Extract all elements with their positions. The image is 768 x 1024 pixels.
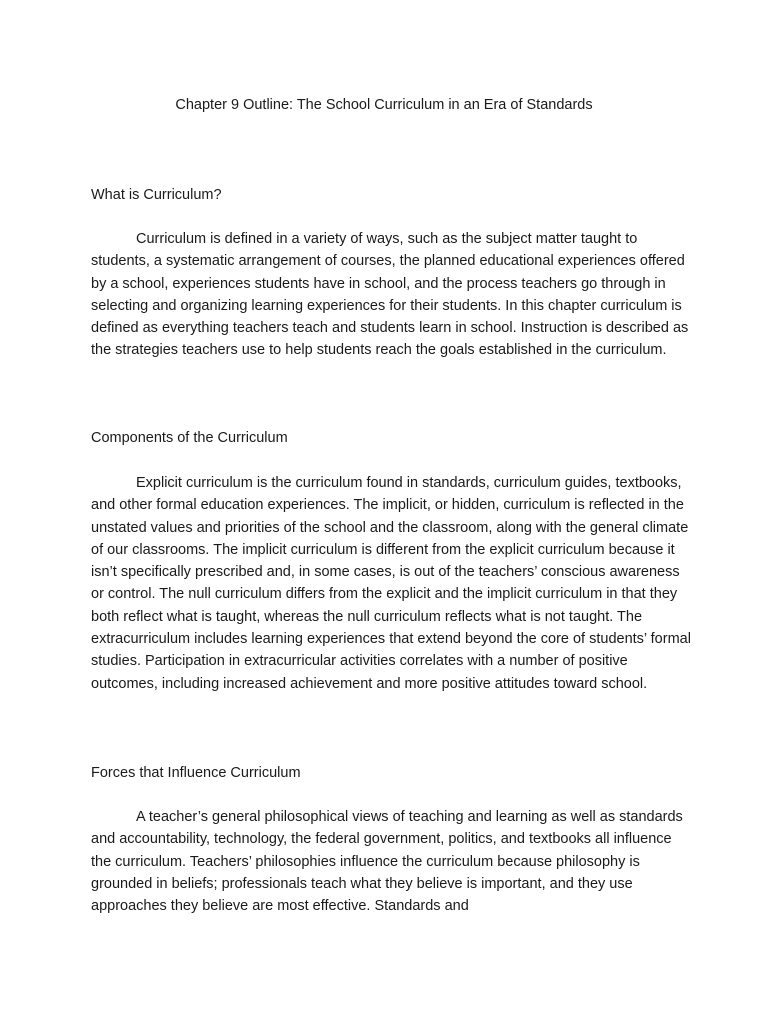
section-paragraph-forces: A teacher’s general philosophical views of teaching and learning as well as standards and accountability, technology, the federal government, politics, and textbooks all influence the curriculum. Teachers’ philosophies influence the curriculum because philosophy is grounded in beliefs; professionals teach what they believe is important, and they use approaches they believe are most effective. Standards and	[91, 809, 683, 915]
section-heading-what-is-curriculum: What is Curriculum?	[91, 187, 222, 203]
section-paragraph-components: Explicit curriculum is the curriculum found in standards, curriculum guides, textbooks, and other formal education experiences. The implicit, or hidden, curriculum is reflected in the unstated values and priorities of the school and the classroom, along with the general climate of our classrooms. The implicit curriculum is different from the explicit curriculum because it isn’t specifically prescribed and, in some cases, is out of the teachers’ conscious awareness or control. The null curriculum differs from the explicit and the implicit curriculum in that they both reflect what is taught, whereas the null curriculum reflects what is not taught. The extracurriculum includes learning experiences that extend beyond the core of students’ formal studies. Participation in extracurricular activities correlates with a number of positive outcomes, including increased achievement and more positive attitudes toward school.	[91, 475, 691, 692]
document-title: Chapter 9 Outline: The School Curriculum in an Era of Standards	[175, 97, 593, 113]
section-heading-forces: Forces that Influence Curriculum	[91, 765, 301, 781]
section-paragraph-what-is-curriculum: Curriculum is defined in a variety of ways, such as the subject matter taught to students, a systematic arrangement of courses, the planned educational experiences offered by a school, experiences students have in school, and the process teachers go through in selecting and organizing learning experiences for their students. In this chapter curriculum is defined as everything teachers teach and students learn in school. Instruction is described as the strategies teachers use to help students reach the goals established in the curriculum.	[91, 231, 689, 359]
section-heading-components: Components of the Curriculum	[91, 430, 288, 446]
